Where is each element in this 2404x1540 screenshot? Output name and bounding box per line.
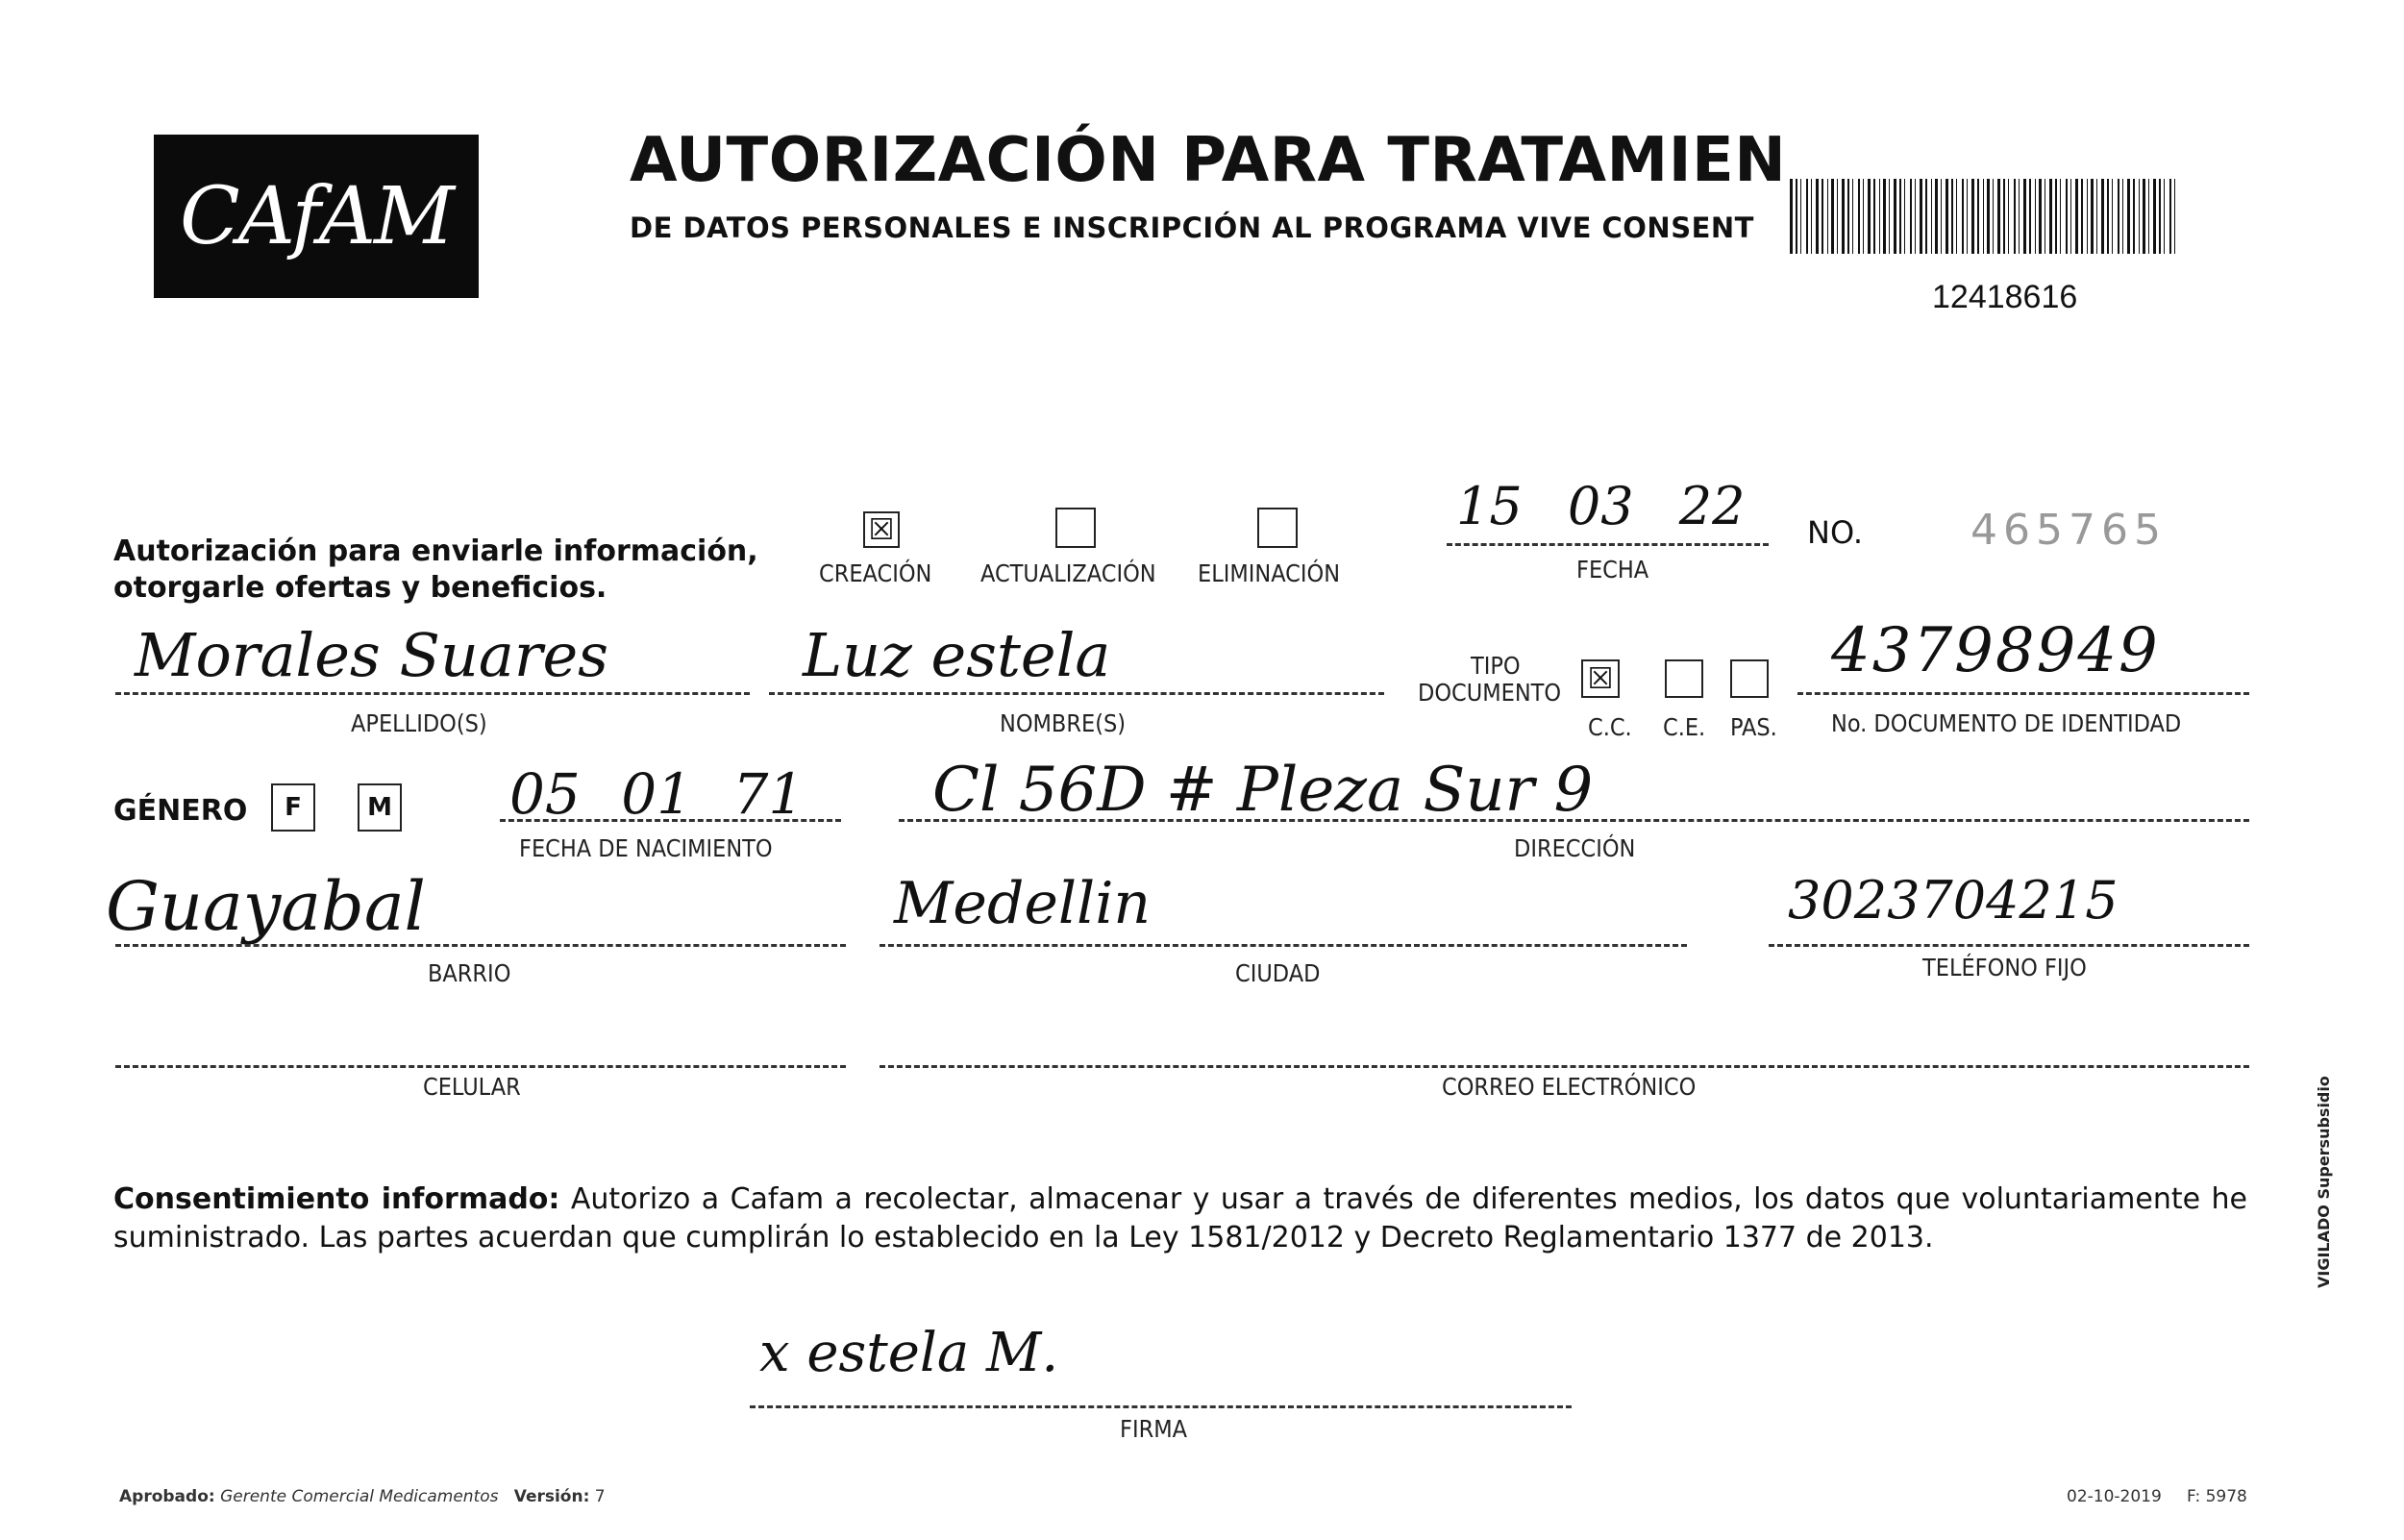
creacion-label: CREACIÓN — [819, 559, 932, 587]
barrio-value[interactable]: Guayabal — [106, 867, 426, 946]
direccion-line — [899, 819, 2249, 822]
barcode-bar — [1946, 179, 1948, 254]
cc-checkbox[interactable] — [1581, 659, 1620, 698]
celular-label: CELULAR — [423, 1073, 521, 1101]
barcode-bar — [2014, 179, 2016, 254]
barcode-bar — [1899, 179, 1901, 254]
barcode-bar — [2148, 179, 2149, 254]
barcode-bar — [1811, 179, 1812, 254]
barcode-bar — [1956, 179, 1957, 254]
barcode-number: 12418616 — [1932, 279, 2078, 315]
barcode — [1790, 179, 2184, 254]
creacion-checkbox[interactable] — [863, 511, 900, 548]
actualizacion-label: ACTUALIZACIÓN — [980, 559, 1156, 587]
barcode-bar — [2101, 179, 2104, 254]
ce-checkbox[interactable] — [1665, 659, 1703, 698]
telefono-value[interactable]: 3023704215 — [1788, 870, 2119, 931]
genero-m-label: M — [367, 793, 392, 822]
barcode-bar — [2087, 179, 2088, 254]
barcode-bar — [2127, 179, 2130, 254]
pas-checkbox[interactable] — [1730, 659, 1769, 698]
barcode-bar — [2107, 179, 2109, 254]
ciudad-value[interactable]: Medellin — [894, 870, 1152, 937]
barcode-bar — [1837, 179, 1838, 254]
barcode-bar — [1883, 179, 1886, 254]
barcode-bar — [2035, 179, 2036, 254]
barcode-bar — [2070, 179, 2071, 254]
barcode-bar — [1987, 179, 1990, 254]
intro-line-2: otorgarle ofertas y beneficios. — [113, 571, 607, 605]
barcode-bar — [2112, 179, 2113, 254]
aprobado-value: Gerente Comercial Medicamentos — [220, 1487, 499, 1506]
barcode-bar — [1904, 179, 1905, 254]
barcode-bar — [2159, 179, 2161, 254]
barcode-bar — [1983, 179, 1984, 254]
barcode-bar — [1852, 179, 1853, 254]
tipo-label-1: TIPO — [1471, 652, 1521, 680]
pas-label: PAS. — [1730, 713, 1777, 741]
barcode-bar — [1806, 179, 1808, 254]
footer-date: 02-10-2019 — [2067, 1487, 2162, 1506]
direccion-label: DIRECCIÓN — [1514, 834, 1636, 862]
barcode-bar — [2118, 179, 2119, 254]
barcode-bar — [1915, 179, 1916, 254]
correo-line[interactable] — [880, 1065, 2249, 1068]
barcode-bar — [1879, 179, 1880, 254]
consent-lead: Consentimiento informado: — [113, 1182, 560, 1216]
ciudad-label: CIUDAD — [1235, 959, 1321, 987]
barcode-bar — [1935, 179, 1938, 254]
barcode-bar — [1868, 179, 1871, 254]
nombres-line — [769, 692, 1384, 695]
nacimiento-line — [500, 819, 841, 822]
barcode-bar — [1941, 179, 1942, 254]
barcode-bar — [1925, 179, 1927, 254]
barcode-bar — [2019, 179, 2020, 254]
genero-f-checkbox[interactable] — [271, 783, 315, 832]
barcode-bar — [1993, 179, 1994, 254]
barcode-bar — [2023, 179, 2026, 254]
barcode-bar — [1931, 179, 1932, 254]
version-value: 7 — [594, 1487, 606, 1506]
footer-code: F: 5978 — [2187, 1487, 2247, 1506]
barcode-bar — [1997, 179, 2000, 254]
intro-text — [113, 534, 758, 607]
barcode-bar — [1873, 179, 1875, 254]
nombres-label: NOMBRE(S) — [1000, 709, 1127, 737]
barcode-bar — [2174, 179, 2175, 254]
actualizacion-checkbox[interactable] — [1055, 508, 1096, 548]
barcode-bar — [2139, 179, 2140, 254]
barcode-bar — [1971, 179, 1974, 254]
eliminacion-label: ELIMINACIÓN — [1198, 559, 1341, 587]
cc-label: C.C. — [1588, 713, 1632, 741]
eliminacion-checkbox[interactable] — [1257, 508, 1298, 548]
barcode-bar — [1967, 179, 1968, 254]
creacion-mark: ☒ — [868, 512, 895, 547]
barcode-bar — [2060, 179, 2061, 254]
nombres-value[interactable]: Luz estela — [803, 620, 1111, 690]
barcode-bar — [2039, 179, 2042, 254]
consent-text: Autorizo a Cafam a recolectar, almacenar y usar a través de diferentes medios, los datos que voluntariamente he suministrado. Las partes acuerdan que cumplirán lo establecido en la Ley 1581/2012 y Decreto Reglamentario 1377 de 2013. — [113, 1182, 2247, 1254]
form-subtitle: DE DATOS PERSONALES E INSCRIPCIÓN AL PROGRAMA VIVE CONSENT — [630, 211, 1754, 244]
barcode-bar — [1863, 179, 1864, 254]
nacimiento-label: FECHA DE NACIMIENTO — [519, 834, 773, 862]
fecha-value[interactable]: 15 03 22 — [1456, 476, 1746, 536]
barcode-bar — [1858, 179, 1860, 254]
barcode-bar — [1910, 179, 1912, 254]
firma-label: FIRMA — [1120, 1415, 1187, 1443]
genero-label: GÉNERO — [113, 794, 248, 828]
fecha-label: FECHA — [1576, 556, 1649, 584]
barcode-bar — [2066, 179, 2068, 254]
barcode-bar — [1800, 179, 1801, 254]
barcode-bar — [1889, 179, 1890, 254]
barcode-bar — [1894, 179, 1896, 254]
barrio-line — [115, 944, 846, 947]
barcode-bar — [1951, 179, 1953, 254]
barrio-label: BARRIO — [428, 959, 511, 987]
doc-value[interactable]: 43798949 — [1831, 615, 2160, 686]
barcode-bar — [2096, 179, 2097, 254]
barcode-bar — [2169, 179, 2171, 254]
barcode-bar — [1822, 179, 1823, 254]
number-label: NO. — [1807, 514, 1863, 551]
apellidos-value[interactable]: Morales Suares — [135, 620, 608, 690]
footer-approval — [119, 1487, 606, 1506]
telefono-label: TELÉFONO FIJO — [1922, 954, 2087, 981]
doc-line — [1797, 692, 2249, 695]
genero-f-label: F — [285, 793, 302, 822]
barcode-bar — [1847, 179, 1849, 254]
barcode-bar — [2008, 179, 2009, 254]
version-label: Versión: — [513, 1487, 590, 1506]
barcode-bar — [1962, 179, 1964, 254]
apellidos-line — [115, 692, 750, 695]
genero-m-checkbox[interactable] — [358, 783, 402, 832]
barcode-bar — [1831, 179, 1834, 254]
ce-label: C.E. — [1663, 713, 1706, 741]
barcode-bar — [1977, 179, 1979, 254]
barcode-bar — [1816, 179, 1819, 254]
barcode-bar — [1796, 179, 1797, 254]
ciudad-line — [880, 944, 1687, 947]
aprobado-label: Aprobado: — [119, 1487, 215, 1506]
consent-paragraph — [113, 1180, 2247, 1257]
barcode-bar — [2143, 179, 2145, 254]
barcode-bar — [2055, 179, 2057, 254]
form-title: AUTORIZACIÓN PARA TRATAMIEN — [630, 125, 1787, 196]
barcode-bar — [1827, 179, 1828, 254]
cc-mark: ☒ — [1587, 661, 1614, 696]
nacimiento-value[interactable]: 05 01 71 — [509, 761, 805, 827]
number-value: 465765 — [1970, 506, 2167, 555]
barcode-bar — [2164, 179, 2165, 254]
barcode-bar — [2122, 179, 2123, 254]
barcode-bar — [2049, 179, 2052, 254]
fecha-line — [1447, 543, 1769, 546]
barcode-bar — [2133, 179, 2135, 254]
doc-label: No. DOCUMENTO DE IDENTIDAD — [1831, 709, 2182, 737]
apellidos-label: APELLIDO(S) — [351, 709, 487, 737]
cafam-logo — [154, 135, 479, 298]
logo-text: CAfAM — [179, 170, 454, 262]
barcode-bar — [2003, 179, 2005, 254]
barcode-bar — [2091, 179, 2094, 254]
intro-line-1: Autorización para enviarle información, — [113, 534, 758, 568]
direccion-value[interactable]: Cl 56D # Pleza Sur 9 — [932, 755, 1594, 826]
barcode-bar — [2081, 179, 2083, 254]
barcode-bar — [2153, 179, 2156, 254]
barcode-bar — [1920, 179, 1922, 254]
firma-value[interactable]: x estela M. — [759, 1322, 1059, 1384]
correo-label: CORREO ELECTRÓNICO — [1442, 1073, 1697, 1101]
tipo-label-2: DOCUMENTO — [1418, 679, 1562, 707]
celular-line[interactable] — [115, 1065, 846, 1068]
vertical-stamp: VIGILADO Supersubsidio — [2315, 1076, 2333, 1288]
barcode-bar — [1842, 179, 1845, 254]
barcode-bar — [1790, 179, 1793, 254]
firma-line — [750, 1405, 1572, 1408]
barcode-bar — [2029, 179, 2031, 254]
telefono-line — [1769, 944, 2249, 947]
barcode-bar — [2075, 179, 2078, 254]
